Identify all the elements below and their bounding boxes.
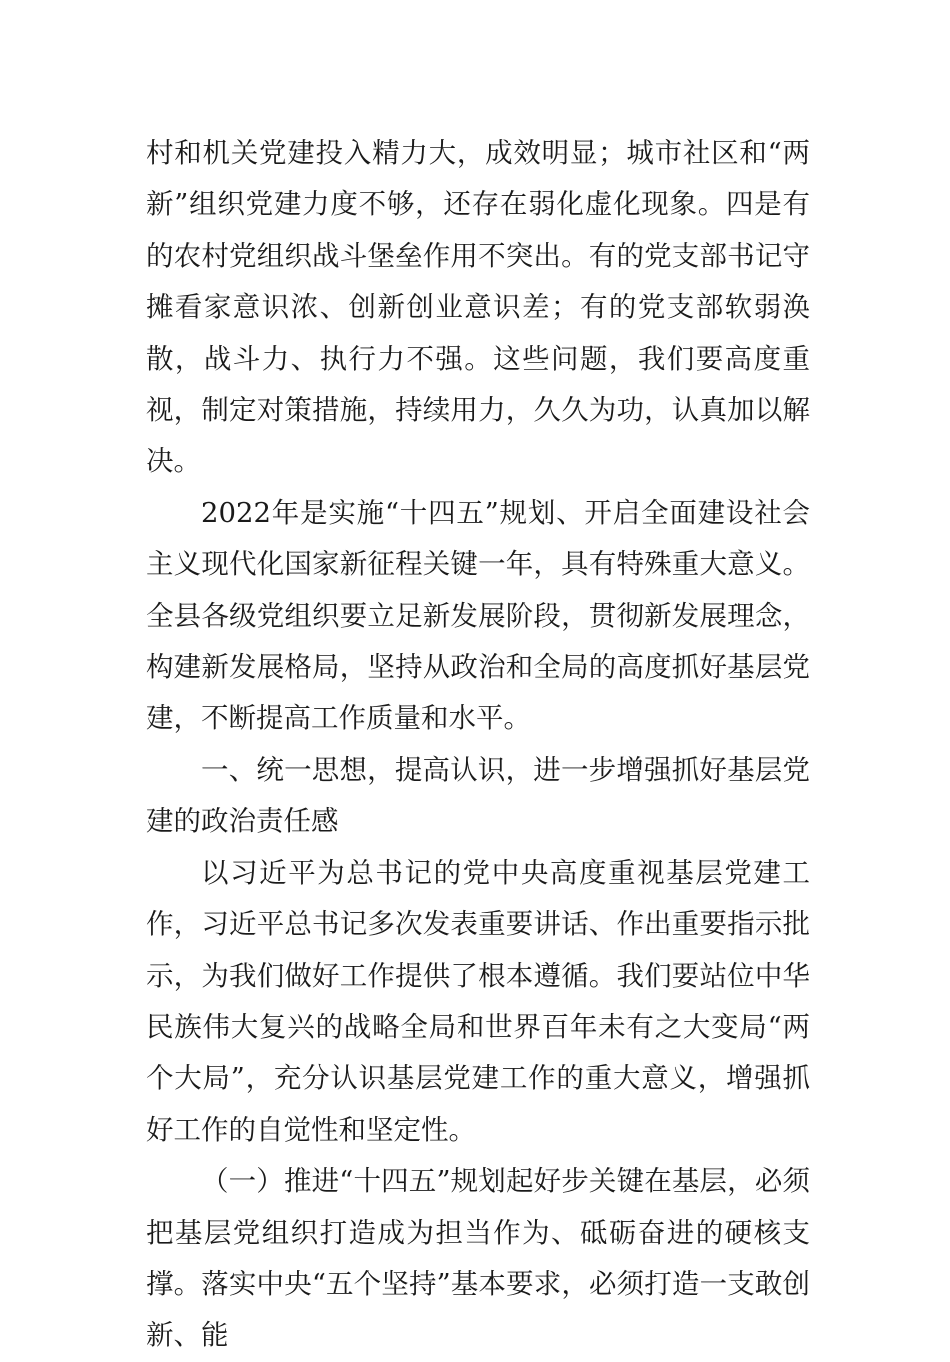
document-body [146,128,810,1362]
paragraph-2022-overview: 2022年是实施“十四五”规划、开启全面建设社会主义现代化国家新征程关键一年，具有特殊重大意义。全县各级党组织要立足新发展阶段，贯彻新发展理念，构建新发展格局，坚持从政治和全局的高度抓好基层党建，不断提高工作质量和水平。 [146,496,810,735]
paragraph-subsection-one: （一）推进“十四五”规划起好步关键在基层，必须把基层党组织打造成为担当作为、砥砺奋进的硬核支撑。落实中央“五个坚持”基本要求，必须打造一支敢创新、能 [146,1165,810,1352]
paragraph-continuation: 村和机关党建投入精力大，成效明显；城市社区和“两新”组织党建力度不够，还存在弱化虚化现象。四是有的农村党组织战斗堡垒作用不突出。有的党支部书记守摊看家意识浓、创新创业意识差；有的党支部软弱涣散，战斗力、执行力不强。这些问题，我们要高度重视，制定对策措施，持续用力，久久为功，认真加以解决。 [146,137,810,478]
paragraph-central-guidance: 以习近平为总书记的党中央高度重视基层党建工作，习近平总书记多次发表重要讲话、作出重要指示批示，为我们做好工作提供了根本遵循。我们要站位中华民族伟大复兴的战略全局和世界百年未有之大变局“两个大局”，充分认识基层党建工作的重大意义，增强抓好工作的自觉性和坚定性。 [146,856,810,1146]
section-heading-one: 一、统一思想，提高认识，进一步增强抓好基层党建的政治责任感 [146,753,810,838]
